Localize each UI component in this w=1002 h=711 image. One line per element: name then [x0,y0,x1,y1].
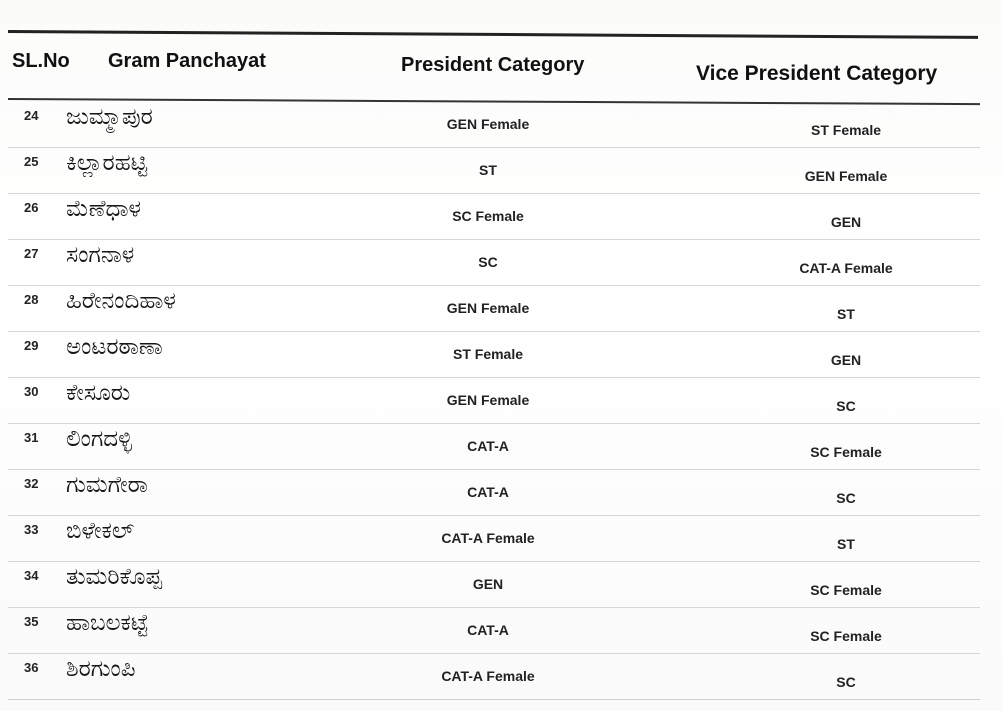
row-president-category: CAT-A [467,484,509,500]
row-sl-no: 27 [24,246,39,261]
table-row [8,286,980,332]
row-gram-panchayat: ಕಿಲ್ಲಾರಹಟ್ಟಿ [66,150,148,176]
header-president-category: President Category [401,54,585,76]
row-gram-panchayat: ಹಿರೇನಂದಿಹಾಳ [66,288,176,314]
row-sl-no: 36 [24,660,39,675]
row-sl-no: 25 [24,154,39,169]
row-president-category: GEN Female [446,116,530,132]
row-sl-no: 33 [24,522,39,537]
table-row [8,654,980,700]
row-president-category: GEN [472,576,504,592]
row-president-category: CAT-A Female [441,668,535,684]
row-vice-president-category: GEN [830,214,862,230]
row-vice-president-category: GEN Female [804,168,888,184]
row-gram-panchayat: ಮೆಣೆಧಾಳ [66,196,142,222]
row-president-category: CAT-A [467,622,509,638]
row-gram-panchayat: ಶಿರಗುಂಪಿ [66,656,136,682]
row-vice-president-category: SC [836,490,856,506]
row-president-category: CAT-A Female [441,530,535,546]
row-vice-president-category: SC [836,674,856,690]
table-row [8,102,980,148]
row-president-category: SC Female [452,208,524,224]
row-vice-president-category: ST [837,536,855,552]
row-president-category: GEN Female [446,392,530,408]
row-sl-no: 31 [24,430,39,445]
row-vice-president-category: SC Female [810,444,882,460]
row-gram-panchayat: ಹಾಬಲಕಟ್ಟೆ [66,610,149,636]
table-top-rule [8,30,978,39]
table-row [8,332,980,378]
row-vice-president-category: GEN [830,352,862,368]
table-row [8,240,980,286]
row-gram-panchayat: ಬಿಳೇಕಲ್ [66,518,135,544]
header-gram-panchayat: Gram Panchayat [108,50,266,72]
table-row [8,194,980,240]
row-gram-panchayat: ಗುಮಗೇರಾ [66,472,148,498]
row-gram-panchayat: ಜುಮ್ಮಾಪುರ [66,104,153,130]
row-vice-president-category: SC Female [810,628,882,644]
row-gram-panchayat: ಸಂಗನಾಳ [66,242,135,268]
table-header [8,40,980,96]
row-vice-president-category: CAT-A Female [799,260,893,276]
row-gram-panchayat: ಅಂಟರಠಾಣಾ [66,334,163,360]
row-sl-no: 32 [24,476,39,491]
row-sl-no: 24 [24,108,39,123]
row-president-category: GEN Female [446,300,530,316]
row-vice-president-category: ST [837,306,855,322]
table-row [8,378,980,424]
row-president-category: ST Female [452,346,524,362]
row-sl-no: 30 [24,384,39,399]
table-row [8,148,980,194]
row-sl-no: 34 [24,568,39,583]
table-row [8,608,980,654]
table-body [8,102,980,700]
row-gram-panchayat: ತುಮರಿಕೊಪ್ಪ [66,564,162,590]
row-sl-no: 26 [24,200,39,215]
row-sl-no: 35 [24,614,39,629]
row-gram-panchayat: ಲಿಂಗದಳ್ಳಿ [66,426,133,452]
row-sl-no: 28 [24,292,39,307]
table-row [8,516,980,562]
table-row [8,562,980,608]
row-president-category: SC [478,254,498,270]
row-vice-president-category: ST Female [810,122,882,138]
row-vice-president-category: SC [836,398,856,414]
table-row [8,424,980,470]
row-sl-no: 29 [24,338,39,353]
table-row [8,470,980,516]
row-vice-president-category: SC Female [810,582,882,598]
header-vice-president-category: Vice President Category [696,62,938,85]
row-gram-panchayat: ಕೇಸೂರು [66,380,131,406]
row-president-category: CAT-A [467,438,509,454]
row-president-category: ST [479,162,497,178]
header-sl-no: SL.No [12,50,70,72]
